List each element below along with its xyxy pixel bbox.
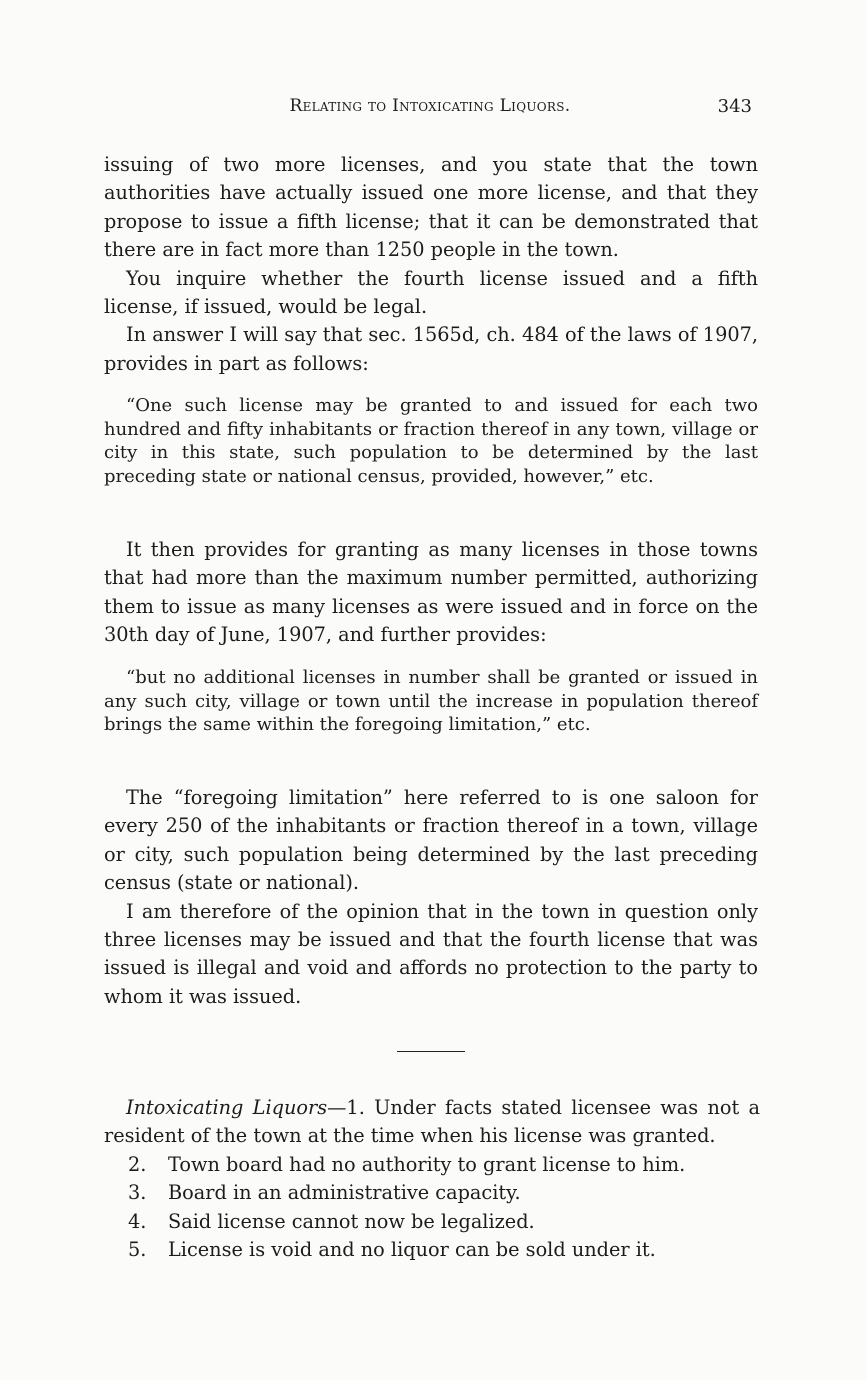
quote-text: “but no additional licenses in number shall be granted or issued in any such city, village or town until the increase in population thereof brings the same within the foregoing limitation,” etc. xyxy=(104,667,758,736)
syllabus-topic: Intoxicating Liquors xyxy=(126,1096,328,1119)
syllabus-item-1-text: —1. Under facts stated licensee was not a resident of the town at the time when his license was granted. xyxy=(104,1096,760,1148)
item-text: Town board had no authority to grant license to him. xyxy=(168,1152,686,1176)
item-number: 4. xyxy=(128,1209,147,1233)
item-text: Said license cannot now be legalized. xyxy=(168,1209,535,1233)
middle-paragraph xyxy=(104,536,758,650)
paragraph: You inquire whether the fourth license issued and a fifth license, if issued, would be legal. xyxy=(104,266,758,319)
paragraph: In answer I will say that sec. 1565d, ch. 484 of the laws of 1907, provides in part as follows: xyxy=(104,323,758,375)
paragraph: issuing of two more licenses, and you state that the town authorities have actually issued one more license, and that they propose to issue a fifth license; that it can be demonstrated that there are in fact more than 1250 people in the town. xyxy=(104,153,758,262)
opening-paragraphs xyxy=(104,151,758,378)
paragraph: The “foregoing limitation” here referred to is one saloon for every 250 of the inhabitants or fraction thereof in a town, village or city, such population being determined by the last preceding census (state or national). xyxy=(104,786,758,895)
page-number: 343 xyxy=(717,96,752,117)
paragraph: I am therefore of the opinion that in the town in question only three licenses may be issued and that the fourth license that was issued is illegal and void and affords no protection to the party to whom it was issued. xyxy=(104,899,758,1008)
closing-paragraphs xyxy=(104,784,758,1011)
item-text: Board in an administrative capacity. xyxy=(168,1181,521,1205)
item-number: 2. xyxy=(128,1152,147,1176)
syllabus-list-item xyxy=(104,1236,760,1264)
statute-quote-1 xyxy=(104,394,758,488)
page-header xyxy=(104,96,756,124)
syllabus-list-item xyxy=(104,1151,760,1179)
section-divider xyxy=(397,1051,465,1052)
item-text: License is void and no liquor can be sold under it. xyxy=(168,1238,656,1262)
syllabus-list-item xyxy=(104,1208,760,1236)
statute-quote-2 xyxy=(104,666,758,737)
syllabus-item-1 xyxy=(104,1094,760,1151)
paragraph: It then provides for granting as many licenses in those towns that had more than the maximum number permitted, authorizing them to issue as many licenses as were issued and in force on the 30th day of June, 1907, and further provides: xyxy=(104,538,758,647)
running-title-part-2: Intoxicating Liquors. xyxy=(392,96,571,116)
syllabus-list-item xyxy=(104,1179,760,1207)
running-title-part-1: Relating to xyxy=(289,96,387,116)
item-number: 5. xyxy=(128,1238,147,1262)
running-title xyxy=(104,96,756,116)
syllabus xyxy=(104,1094,760,1264)
item-number: 3. xyxy=(128,1181,147,1205)
quote-text: “One such license may be granted to and issued for each two hundred and fifty inhabitants or fraction thereof in any town, village or city in this state, such population to be determined by the last preceding state or national census, provided, however,” etc. xyxy=(104,395,758,487)
